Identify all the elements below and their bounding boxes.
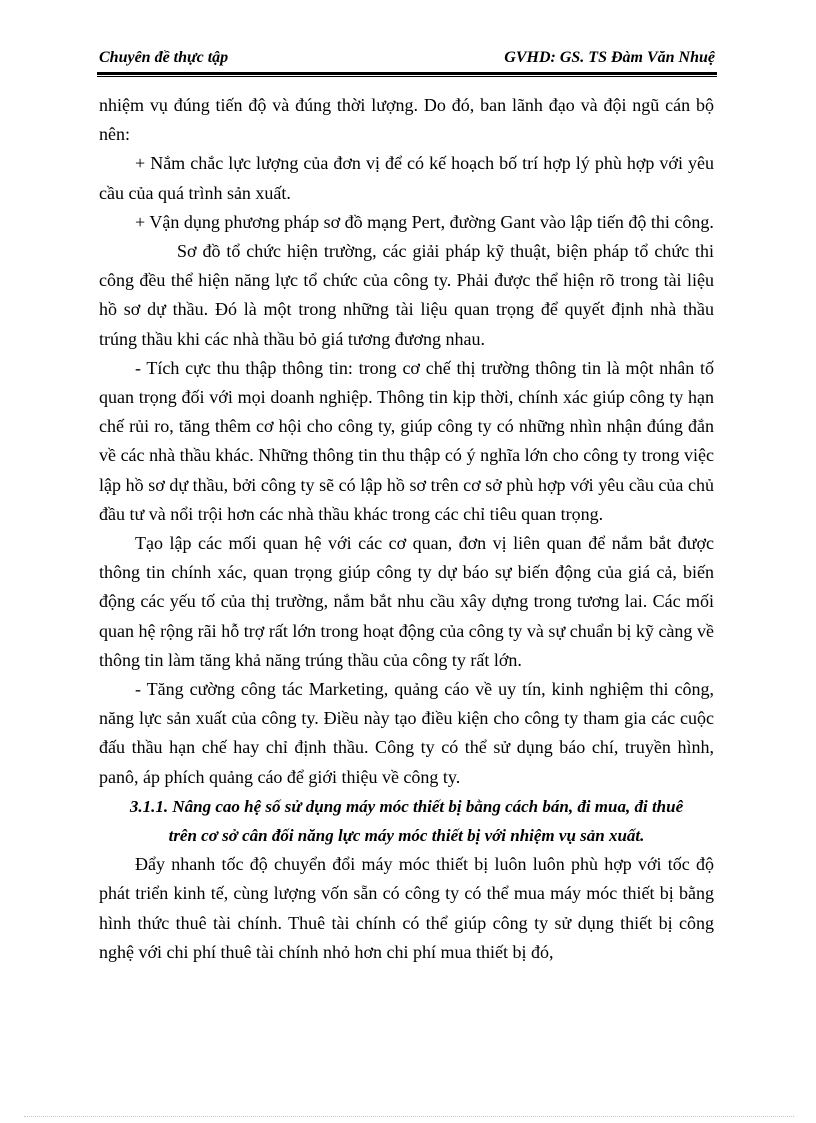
paragraph-marketing: - Tăng cường công tác Marketing, quảng cáo về uy tín, kinh nghiệm thi công, năng lực sản xuất của công ty. Điều này tạo điều kiện cho công ty tham gia các cuộc đấu thầu hạn chế hay chỉ định thầu. Công ty có thể sử dụng báo chí, truyền hình, panô, áp phích quảng cáo để giới thiệu về công ty.	[99, 679, 714, 787]
paragraph-equipment: Đẩy nhanh tốc độ chuyển đổi máy móc thiết bị luôn luôn phù hợp với tốc độ phát triển kinh tế, cùng lượng vốn sẵn có công ty có thể mua máy móc thiết bị bằng hình thức thuê tài chính. Thuê tài chính có thể giúp công ty sử dụng thiết bị công nghệ với chi phí thuê tài chính nhỏ hơn chi phí mua thiết bị đó,	[99, 854, 714, 962]
paragraph-bullet-pert: + Vận dụng phương pháp sơ đồ mạng Pert, đường Gant vào lập tiến độ thi công.	[135, 211, 714, 232]
paragraph-information: - Tích cực thu thập thông tin: trong cơ chế thị trường thông tin là một nhân tố quan trọng đối với mọi doanh nghiệp. Thông tin kịp thời, chính xác giúp công ty hạn chế rủi ro, tăng thêm cơ hội cho công ty, giúp công ty có những nhìn nhận đúng đắn về các nhà thầu khác. Những thông tin thu thập có ý nghĩa lớn cho công ty trong việc lập hồ sơ dự thầu, bởi công ty sẽ có lập hồ sơ trên cơ sở phù hợp với yêu cầu của chủ đầu tư và nổi trội hơn các nhà thầu khác trong các chỉ tiêu quan trọng.	[99, 357, 714, 524]
paragraph-site-organization: Sơ đồ tổ chức hiện trường, các giải pháp kỹ thuật, biện pháp tổ chức thi công đều thể hiện năng lực tổ chức của công ty. Phải được thể hiện rõ trong tài liệu hồ sơ dự thầu. Đó là một trong những tài liệu quan trọng để quyết định nhà thầu trúng thầu khi các nhà thầu bỏ giá tương đương nhau.	[99, 241, 714, 349]
paragraph-bullet-staff: + Nắm chắc lực lượng của đơn vị để có kế hoạch bố trí hợp lý phù hợp với yêu cầu của quá trình sản xuất.	[99, 153, 714, 203]
header-course-title: Chuyên đề thực tập	[99, 49, 229, 66]
section-heading-line1: 3.1.1. Nâng cao hệ số sử dụng máy móc thiết bị bằng cách bán, đi mua, đi thuê	[129, 796, 684, 816]
page-header	[97, 45, 717, 73]
section-heading-line2: trên cơ sở cân đối năng lực máy móc thiết bị với nhiệm vụ sản xuất.	[168, 826, 645, 846]
paragraph-relationships: Tạo lập các mối quan hệ với các cơ quan, đơn vị liên quan để nắm bắt được thông tin chính xác, quan trọng giúp công ty dự báo sự biến động của giá cả, biến động các yếu tố của thị trường, nắm bắt nhu cầu xây dựng trong tương lai. Các mối quan hệ rộng rãi hỗ trợ rất lớn trong hoạt động của công ty và sự chuẩn bị kỹ càng về thông tin làm tăng khả năng trúng thầu của công ty rất lớn.	[99, 533, 714, 670]
paragraph-continuation: nhiệm vụ đúng tiến độ và đúng thời lượng. Do đó, ban lãnh đạo và đội ngũ cán bộ nên:	[99, 95, 714, 145]
header-rule-thin	[97, 76, 717, 77]
header-rule-thick	[97, 72, 717, 75]
header-supervisor: GVHD: GS. TS Đàm Văn Nhuệ	[504, 49, 715, 66]
footer-dotted-line	[24, 1116, 794, 1117]
document-body	[99, 91, 714, 967]
